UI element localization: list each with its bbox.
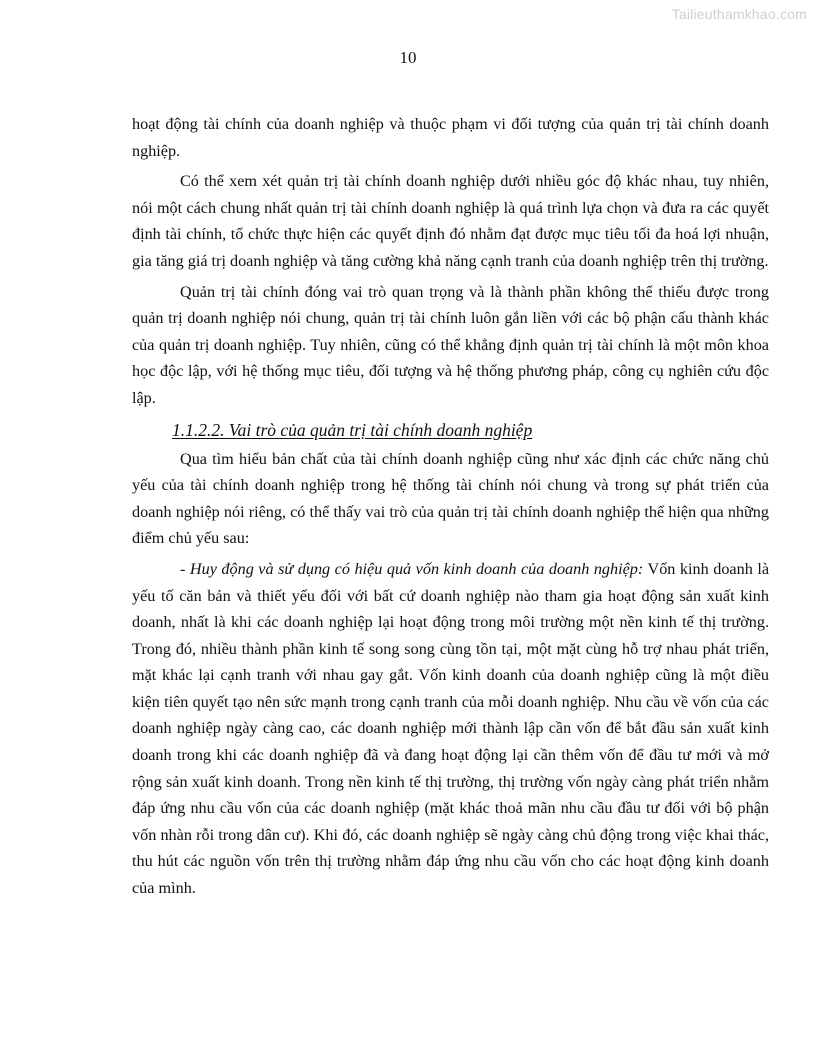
paragraph-definition: Có thể xem xét quản trị tài chính doanh nghiệp dưới nhiều góc độ khác nhau, tuy nhiên, nói một cách chung nhất quản trị tài chính doanh nghiệp là quá trình lựa chọn và đưa ra các quyết định tài chính, tổ chức thực hiện các quyết định đó nhằm đạt được mục tiêu tối đa hoá lợi nhuận, gia tăng giá trị doanh nghiệp và tăng cường khả năng cạnh tranh của doanh nghiệp trên thị trường. [132, 172, 769, 270]
section-heading: 1.1.2.2. Vai trò của quản trị tài chính doanh nghiệp [172, 419, 533, 440]
bullet-body-text: Vốn kinh doanh là yếu tố căn bản và thiết yếu đối với bất cứ doanh nghiệp nào tham gia hoạt động sản xuất kinh doanh, nhất là khi các doanh nghiệp lại hoạt động trong môi trường một nền kinh tế thị trường. Trong đó, nhiều thành phần kinh tế song song cùng tồn tại, một mặt cùng hỗ trợ nhau phát triển, mặt khác lại cạnh tranh với nhau gay gắt. Vốn kinh doanh của doanh nghiệp cũng là một điều kiện tiên quyết tạo nên sức mạnh trong cạnh tranh của mỗi doanh nghiệp. Nhu cầu về vốn của các doanh nghiệp ngày càng cao, các doanh nghiệp mới thành lập cần vốn để bắt đầu sản xuất kinh doanh trong khi các doanh nghiệp đã và đang hoạt động lại cần thêm vốn để đầu tư mới và mở rộng sản xuất kinh doanh. Trong nền kinh tế thị trường, thị trường vốn ngày càng phát triển nhằm đáp ứng nhu cầu vốn của các doanh nghiệp (mặt khác thoả mãn nhu cầu đầu tư đối với bộ phận vốn nhàn rỗi trong dân cư). Khi đó, các doanh nghiệp sẽ ngày càng chủ động trong việc khai thác, thu hút các nguồn vốn trên thị trường nhằm đáp ứng nhu cầu vốn cho các hoạt động kinh doanh của mình. [132, 559, 769, 898]
watermark-text: Tailieuthamkhao.com [671, 6, 807, 22]
document-body [132, 111, 769, 906]
paragraph-role-importance: Quản trị tài chính đóng vai trò quan trọng và là thành phần không thể thiếu được trong quản trị doanh nghiệp nói chung, quản trị tài chính luôn gắn liền với các bộ phận cấu thành khác của quản trị doanh nghiệp. Tuy nhiên, cũng có thể khẳng định quản trị tài chính là một môn khoa học độc lập, với hệ thống mục tiêu, đối tượng và hệ thống phương pháp, công cụ nghiên cứu độc lập. [132, 282, 769, 407]
paragraph-continuation: hoạt động tài chính của doanh nghiệp và thuộc phạm vi đối tượng của quản trị tài chính doanh nghiệp. [132, 115, 769, 160]
paragraph-capital-mobilization [132, 556, 769, 902]
paragraph-intro: Qua tìm hiểu bản chất của tài chính doanh nghiệp cũng như xác định các chức năng chủ yếu của tài chính doanh nghiệp trong hệ thống tài chính nói chung và trong sự phát triển của doanh nghiệp nói riêng, có thể thấy vai trò của quản trị tài chính doanh nghiệp thể hiện qua những điểm chủ yếu sau: [132, 449, 769, 548]
bullet-lead-text: - Huy động và sử dụng có hiệu quả vốn kinh doanh của doanh nghiệp: [180, 559, 644, 578]
page-number: 10 [399, 48, 417, 67]
